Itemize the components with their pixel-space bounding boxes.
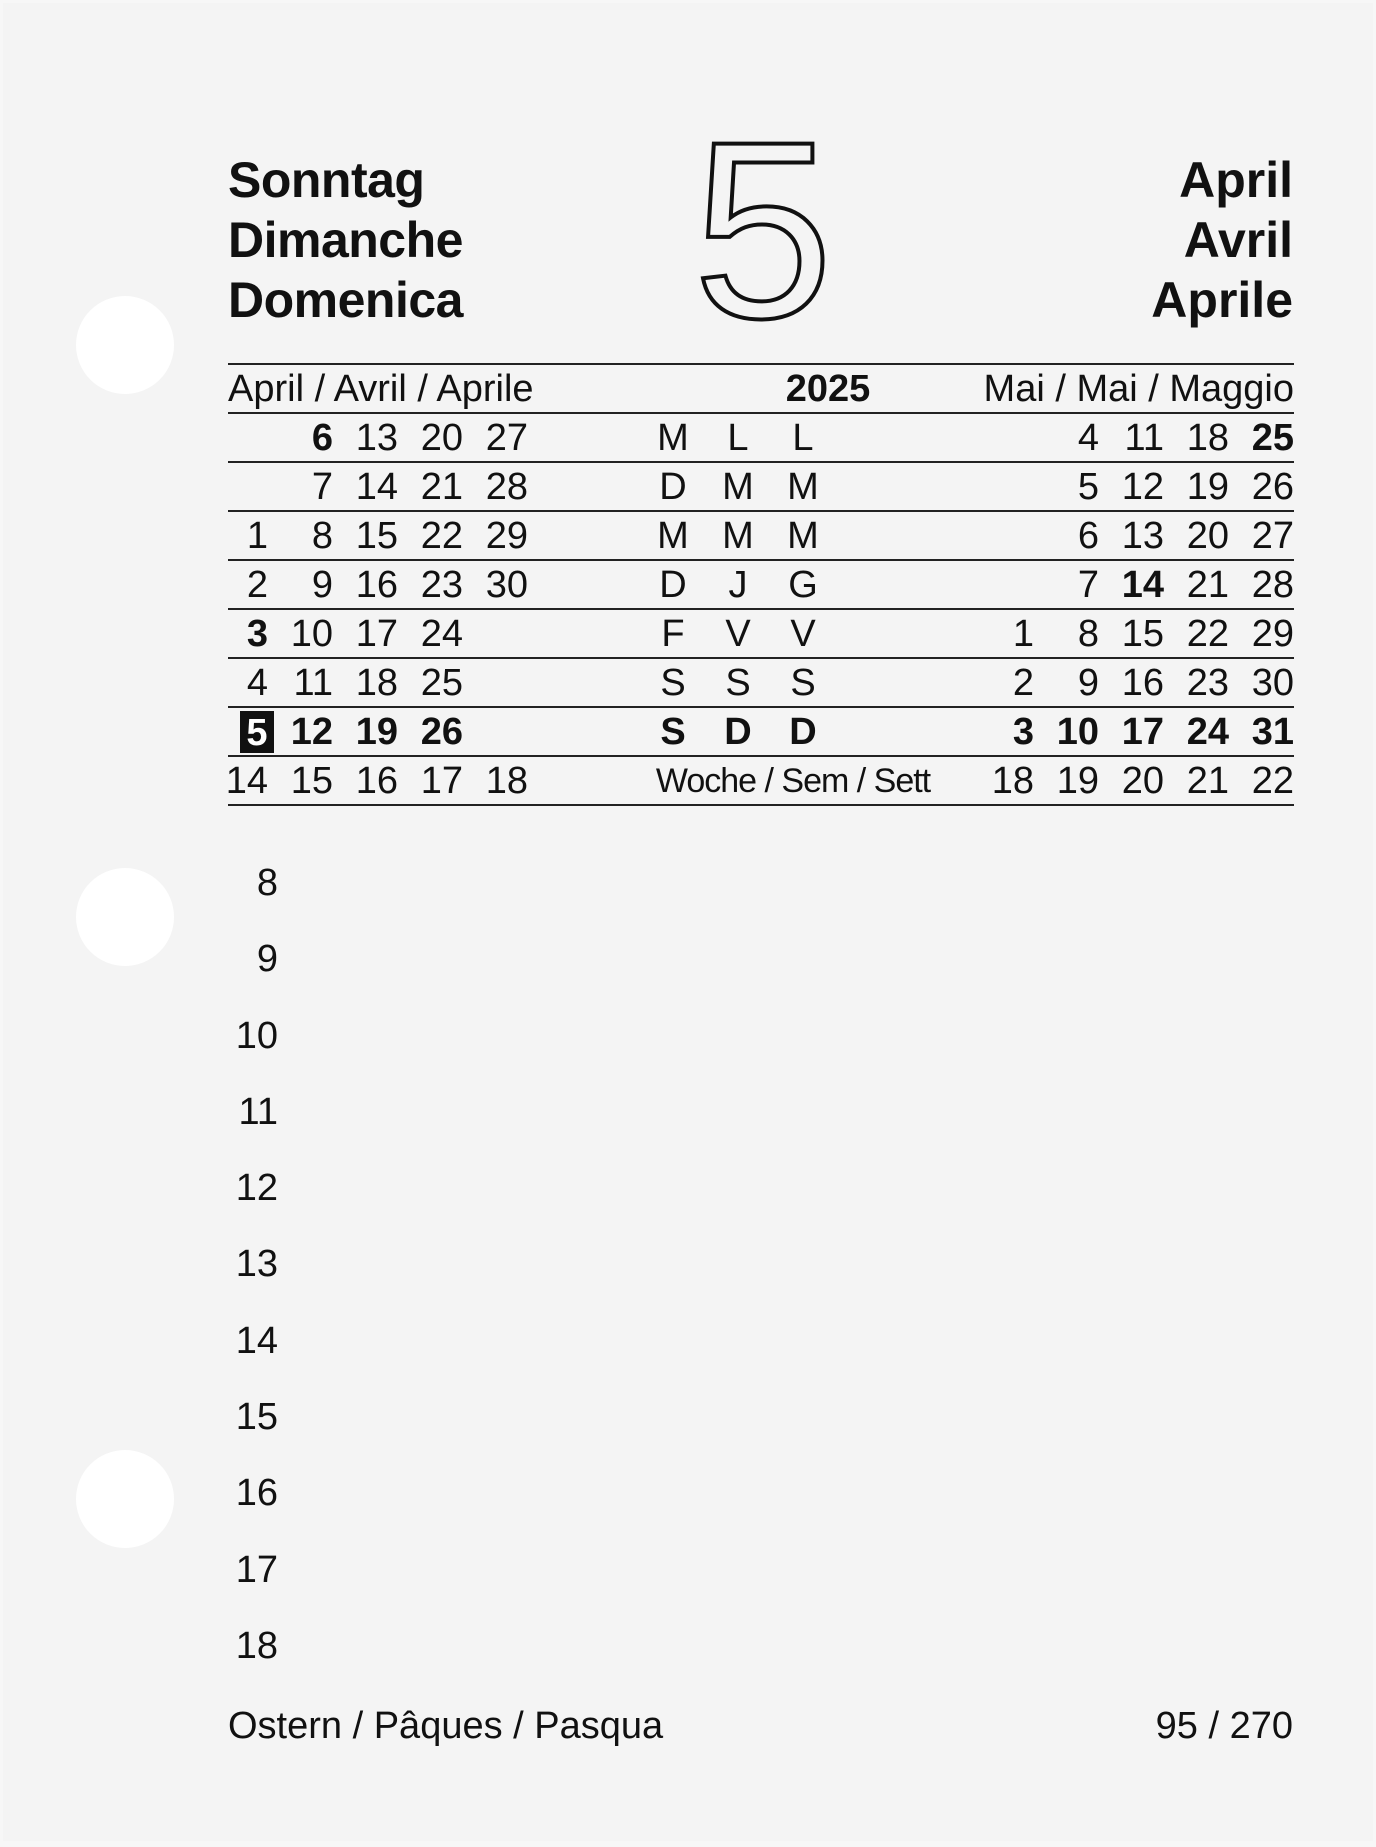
- weekday-letter: L: [727, 417, 749, 459]
- month-de: April: [1179, 152, 1293, 208]
- calendar-date: 10: [1056, 711, 1099, 753]
- weekday-letter: M: [722, 515, 754, 557]
- calendar-date: 7: [1077, 564, 1099, 606]
- weekday-fr: Dimanche: [228, 212, 463, 268]
- calendar-date: 2: [1012, 662, 1034, 704]
- calendar-date: 14: [1121, 564, 1164, 606]
- weekday-letter: M: [787, 515, 819, 557]
- calendar-date: 4: [1077, 417, 1099, 459]
- weekday-letter: F: [661, 613, 685, 655]
- weekday-letter: J: [728, 564, 748, 606]
- calendar-date: 30: [1251, 662, 1294, 704]
- calendar-date: 20: [1121, 760, 1164, 802]
- calendar-date: 5: [1077, 466, 1099, 508]
- weekday-letter: S: [660, 711, 686, 753]
- calendar-date: 18: [485, 760, 528, 802]
- calendar-header-row: [228, 365, 1294, 414]
- calendar-date: 6: [311, 417, 333, 459]
- calendar-week-row: [228, 708, 1294, 757]
- calendar-date: 1: [1012, 613, 1034, 655]
- weekday-letter: D: [789, 711, 817, 753]
- day-number: 5: [692, 90, 834, 371]
- calendar-date: 16: [1121, 662, 1164, 704]
- calendar-date: 31: [1251, 711, 1294, 753]
- calendar-date: 13: [1121, 515, 1164, 557]
- hour-slot: 11: [238, 1090, 278, 1133]
- calendar-date: 16: [355, 564, 398, 606]
- calendar-week-row: [228, 512, 1294, 561]
- month-fr: Avril: [1183, 212, 1293, 268]
- weekday-letter: V: [790, 613, 816, 655]
- mini-calendar: [225, 363, 1294, 806]
- calendar-date: 27: [1251, 515, 1294, 557]
- calendar-date: 23: [1186, 662, 1229, 704]
- calendar-week-row: [228, 659, 1294, 708]
- calendar-date: 22: [1186, 613, 1229, 655]
- calendar-date: 23: [420, 564, 463, 606]
- punch-hole: [76, 296, 174, 394]
- calendar-date: 4: [246, 662, 268, 704]
- hour-slot: 12: [235, 1167, 278, 1210]
- week-number-row: [225, 757, 1294, 806]
- weekday-letter: D: [724, 711, 752, 753]
- calendar-date: 28: [1251, 564, 1294, 606]
- weekday-letter: S: [725, 662, 751, 704]
- weekday-letter: M: [722, 466, 754, 508]
- calendar-date: 21: [1186, 564, 1229, 606]
- calendar-date: 7: [311, 466, 333, 508]
- weekday-letter: S: [790, 662, 816, 704]
- weekday-letter: G: [788, 564, 818, 606]
- calendar-date: 27: [485, 417, 528, 459]
- calendar-date: 9: [311, 564, 333, 606]
- day-counter: 95 / 270: [1155, 1705, 1293, 1747]
- calendar-page: [3, 3, 1373, 1841]
- calendar-date: 19: [355, 711, 398, 753]
- hour-slot: 10: [235, 1014, 278, 1057]
- calendar-date: 12: [290, 711, 333, 753]
- hour-list: [228, 858, 278, 1697]
- calendar-week-row: [228, 414, 1294, 463]
- weekday-letter: M: [787, 466, 819, 508]
- calendar-year: 2025: [785, 368, 871, 410]
- calendar-date: 29: [485, 515, 528, 557]
- calendar-week-row: [228, 463, 1294, 512]
- today-marker: 5: [240, 711, 274, 753]
- calendar-date: 12: [1121, 466, 1164, 508]
- weekday-letter: S: [660, 662, 686, 704]
- calendar-week-row: [228, 561, 1294, 610]
- weekday-letter: M: [657, 515, 689, 557]
- calendar-date: 24: [1186, 711, 1229, 753]
- calendar-date: 1: [246, 515, 268, 557]
- weekday-it: Domenica: [228, 272, 463, 328]
- left-month-title: April / Avril / Aprile: [228, 368, 534, 410]
- hour-slot: 17: [235, 1548, 278, 1591]
- calendar-date: 8: [311, 515, 333, 557]
- weekday-letter: D: [659, 466, 687, 508]
- holiday-label: Ostern / Pâques / Pasqua: [228, 1705, 664, 1747]
- calendar-date: 17: [355, 613, 398, 655]
- calendar-date: 20: [420, 417, 463, 459]
- hour-slot: 18: [235, 1624, 278, 1667]
- calendar-date: 26: [420, 711, 463, 753]
- calendar-date: 19: [1186, 466, 1229, 508]
- weekday-letter: V: [725, 613, 751, 655]
- calendar-date: 25: [420, 662, 463, 704]
- calendar-date: 14: [225, 760, 268, 802]
- hour-slot: 9: [256, 938, 278, 981]
- calendar-date: 30: [485, 564, 528, 606]
- right-month-title: Mai / Mai / Maggio: [983, 368, 1294, 410]
- calendar-date: 26: [1251, 466, 1294, 508]
- calendar-date: 29: [1251, 613, 1294, 655]
- week-label: Woche / Sem / Sett: [655, 762, 931, 800]
- calendar-date: 21: [420, 466, 463, 508]
- calendar-date: 14: [355, 466, 398, 508]
- month-it: Aprile: [1151, 272, 1293, 328]
- calendar-date: 17: [420, 760, 463, 802]
- calendar-date: 20: [1186, 515, 1229, 557]
- punch-hole: [76, 1450, 174, 1548]
- hour-slot: 15: [235, 1396, 278, 1439]
- calendar-date: 15: [290, 760, 333, 802]
- calendar-date: 3: [246, 613, 268, 655]
- weekday-letter: M: [657, 417, 689, 459]
- calendar-date: 18: [355, 662, 398, 704]
- calendar-date: 2: [246, 564, 268, 606]
- calendar-date: 15: [1121, 613, 1164, 655]
- calendar-date: 22: [420, 515, 463, 557]
- punch-hole: [76, 868, 174, 966]
- weekday-letter: D: [659, 564, 687, 606]
- calendar-date: 19: [1056, 760, 1099, 802]
- calendar-date: 11: [293, 662, 333, 704]
- hour-slot: 16: [235, 1472, 278, 1515]
- hour-slot: 8: [256, 862, 278, 904]
- calendar-date: 28: [485, 466, 528, 508]
- calendar-date: 15: [355, 515, 398, 557]
- calendar-date: 13: [355, 417, 398, 459]
- calendar-date: 18: [991, 760, 1034, 802]
- calendar-date: 3: [1012, 711, 1034, 753]
- hour-slot: 13: [235, 1243, 278, 1286]
- calendar-date: 18: [1186, 417, 1229, 459]
- calendar-date: 16: [355, 760, 398, 802]
- calendar-date: 17: [1121, 711, 1164, 753]
- calendar-date: 8: [1077, 613, 1099, 655]
- weekday-letter: L: [792, 417, 814, 459]
- calendar-date: 9: [1077, 662, 1099, 704]
- calendar-date: 25: [1251, 417, 1294, 459]
- calendar-date: 6: [1077, 515, 1099, 557]
- month-names: [1151, 150, 1293, 330]
- hour-slot: 14: [235, 1319, 278, 1362]
- calendar-date: 21: [1186, 760, 1229, 802]
- calendar-date: 11: [1124, 417, 1164, 459]
- calendar-week-row: [228, 610, 1294, 659]
- calendar-date: 24: [420, 613, 463, 655]
- weekday-de: Sonntag: [228, 152, 425, 208]
- calendar-date: 10: [290, 613, 333, 655]
- calendar-date: 22: [1251, 760, 1294, 802]
- weekday-names: [228, 150, 463, 330]
